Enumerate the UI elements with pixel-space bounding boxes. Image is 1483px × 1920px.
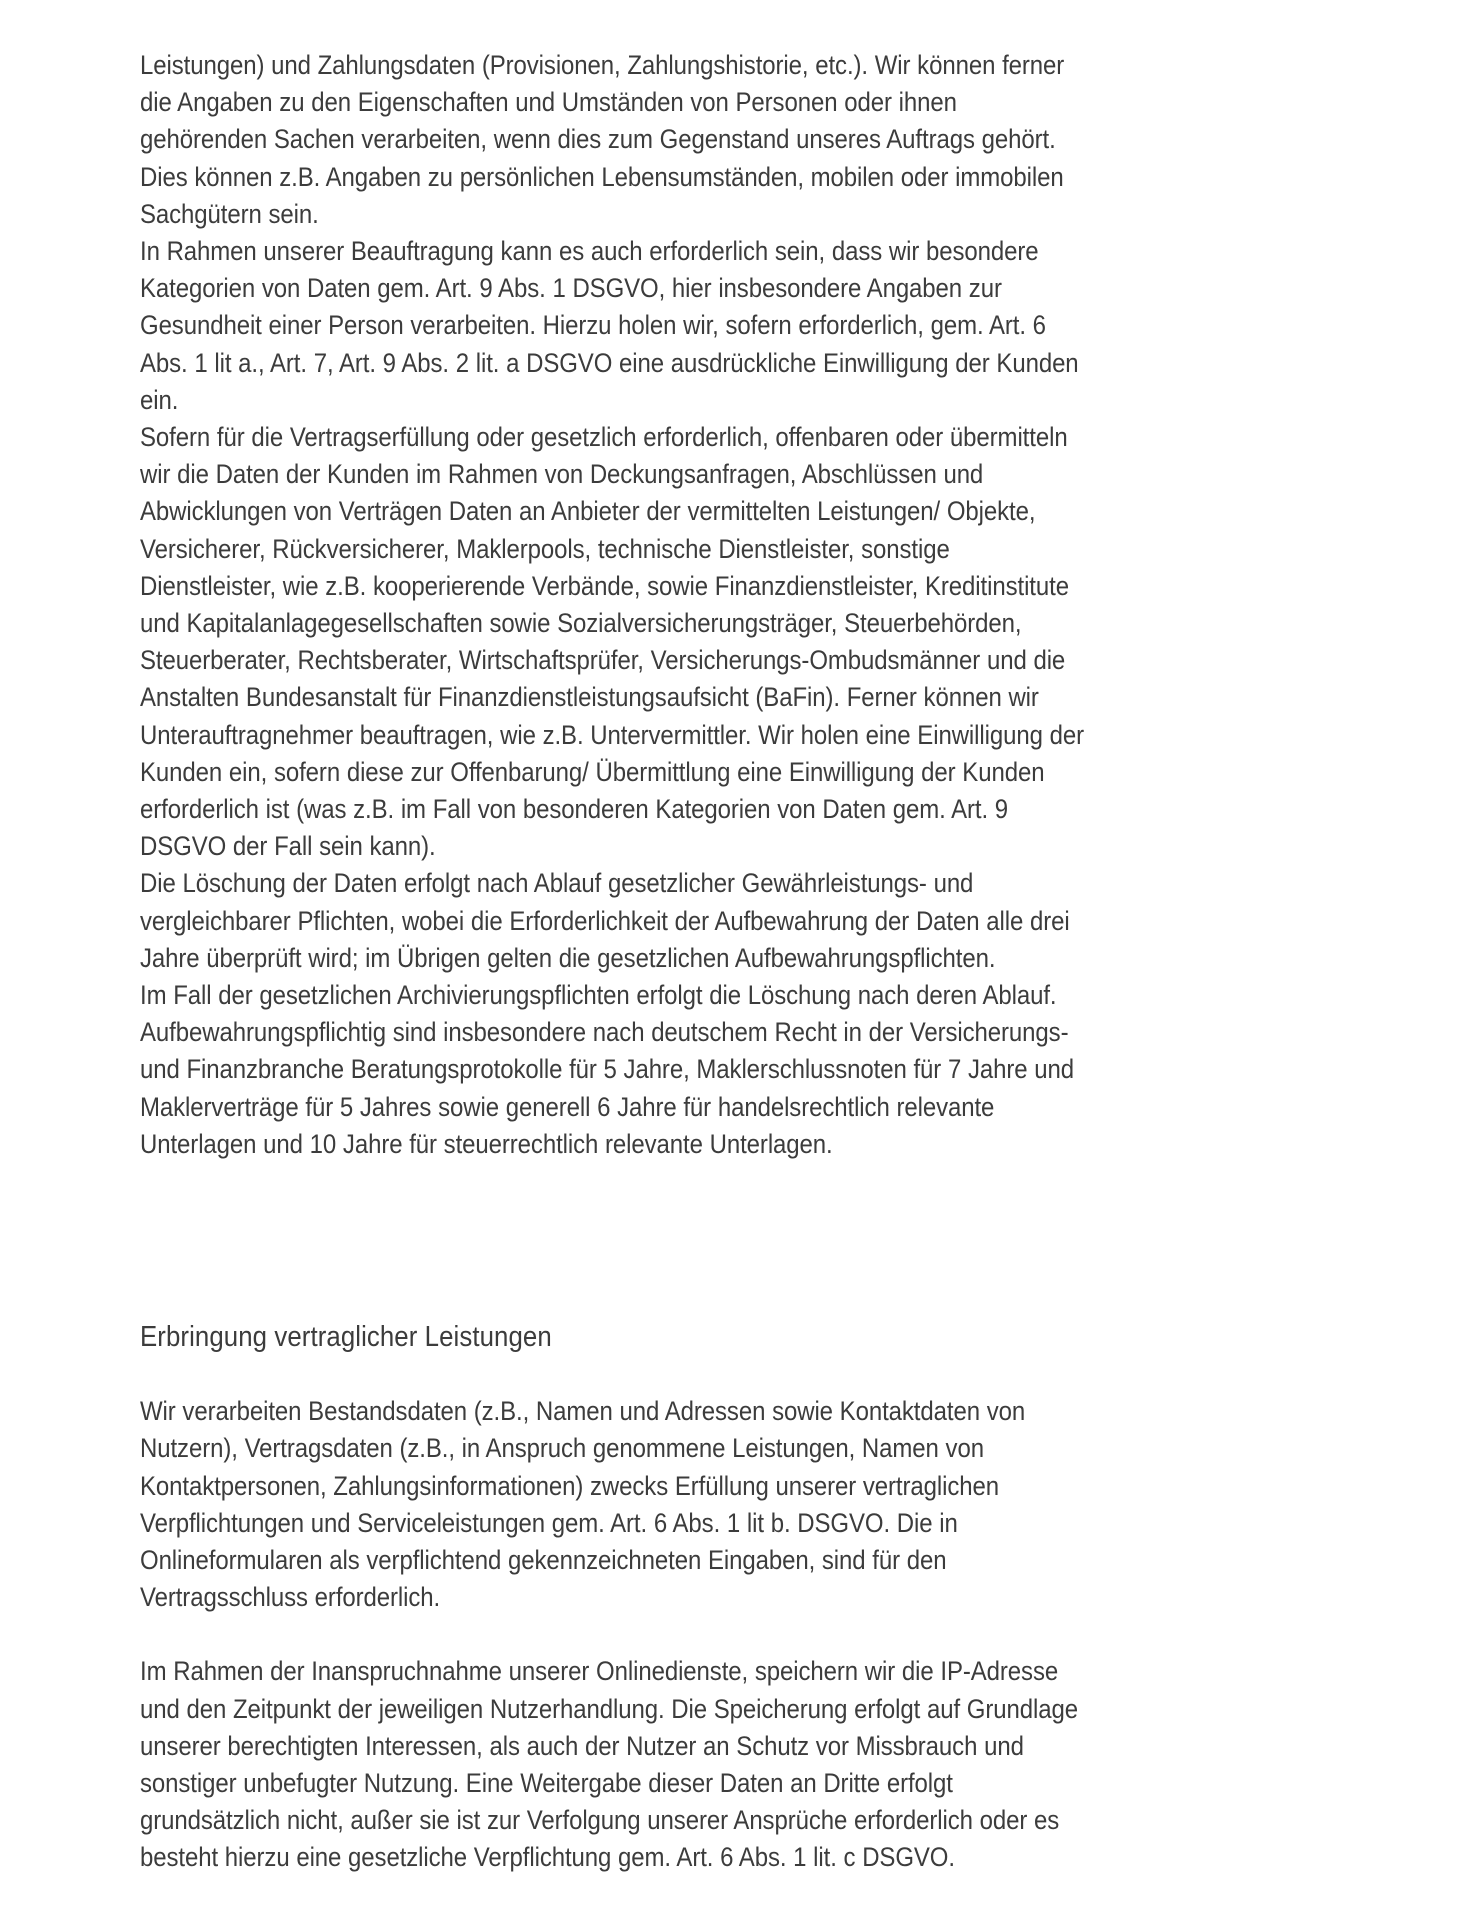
- document-body: [140, 47, 1086, 1877]
- paragraph-leistungen-zahlungsdaten: Leistungen) und Zahlungsdaten (Provisionen, Zahlungshistorie, etc.). Wir können ferner die Angaben zu den Eigenschaften und Umständen von Personen oder ihnen gehörenden Sachen verarbeiten, wenn dies zum Gegenstand unseres Auftrags gehört. Dies können z.B. Angaben zu persönlichen Lebensumständen, mobilen oder immobilen Sachgütern sein.: [140, 50, 1065, 229]
- paragraph-bestandsdaten-vertragsdaten: Wir verarbeiten Bestandsdaten (z.B., Namen und Adressen sowie Kontaktdaten von Nutzern), Vertragsdaten (z.B., in Anspruch genommene Leistungen, Namen von Kontaktpersonen, Zahlungsinformationen) zwecks Erfüllung unserer vertraglichen Verpflichtungen und Serviceleistungen gem. Art. 6 Abs. 1 lit b. DSGVO. Die in Onlineformularen als verpflichtend gekennzeichneten Eingaben, sind für den Vertragsschluss erforderlich.: [140, 1396, 1026, 1613]
- paragraph-offenbarung-uebermittlung: Sofern für die Vertragserfüllung oder gesetzlich erforderlich, offenbaren oder übermitteln wir die Daten der Kunden im Rahmen von Deckungsanfragen, Abschlüssen und Abwicklungen von Verträgen Daten an Anbieter der vermittelten Leistungen/ Objekte, Versicherer, Rückversicherer, Maklerpools, technische Dienstleister, sonstige Dienstleister, wie z.B. kooperierende Verbände, sowie Finanzdienstleister, Kreditinstitute und Kapitalanlagegesellschaften sowie Sozialversicherungsträger, Steuerbehörden, Steuerberater, Rechtsberater, Wirtschaftsprüfer, Versicherungs-Ombudsmänner und die Anstalten Bundesanstalt für Finanzdienstleistungsaufsicht (BaFin). Ferner können wir Unterauftragnehmer beauftragen, wie z.B. Untervermittler. Wir holen eine Einwilligung der Kunden ein, sofern diese zur Offenbarung/ Übermittlung eine Einwilligung der Kunden erforderlich ist (was z.B. im Fall von besonderen Kategorien von Daten gem. Art. 9 DSGVO der Fall sein kann).: [140, 422, 1085, 862]
- paragraph-spacer: [140, 1616, 1086, 1653]
- section-heading-erbringung-vertraglicher-leistungen: Erbringung vertraglicher Leistungen: [140, 1321, 552, 1354]
- paragraph-ip-adresse-speicherung: Im Rahmen der Inanspruchnahme unserer Onlinedienste, speichern wir die IP-Adresse und den Zeitpunkt der jeweiligen Nutzerhandlung. Die Speicherung erfolgt auf Grundlage unserer berechtigten Interessen, als auch der Nutzer an Schutz vor Missbrauch und sonstiger unbefugter Nutzung. Eine Weitergabe dieser Daten an Dritte erfolgt grundsätzlich nicht, außer sie ist zur Verfolgung unserer Ansprüche erforderlich oder es besteht hierzu eine gesetzliche Verpflichtung gem. Art. 6 Abs. 1 lit. c DSGVO.: [140, 1656, 1078, 1873]
- heading-spacer: [140, 1356, 1086, 1393]
- paragraph-besondere-kategorien: In Rahmen unserer Beauftragung kann es auch erforderlich sein, dass wir besondere Kategorien von Daten gem. Art. 9 Abs. 1 DSGVO, hier insbesondere Angaben zur Gesundheit einer Person verarbeiten. Hierzu holen wir, sofern erforderlich, gem. Art. 6 Abs. 1 lit a., Art. 7, Art. 9 Abs. 2 lit. a DSGVO eine ausdrückliche Einwilligung der Kunden ein.: [140, 236, 1079, 415]
- section-spacer-top: [140, 1163, 1086, 1318]
- paragraph-loeschung-der-daten: Die Löschung der Daten erfolgt nach Ablauf gesetzlicher Gewährleistungs- und vergleichbarer Pflichten, wobei die Erforderlichkeit der Aufbewahrung der Daten alle drei Jahre überprüft wird; im Übrigen gelten die gesetzlichen Aufbewahrungspflichten.: [140, 868, 1070, 973]
- paragraph-archivierungspflichten: Im Fall der gesetzlichen Archivierungspflichten erfolgt die Löschung nach deren Ablauf. Aufbewahrungspflichtig sind insbesondere nach deutschem Recht in der Versicherungs- und Finanzbranche Beratungsprotokolle für 5 Jahre, Maklerschlussnoten für 7 Jahre und Maklerverträge für 5 Jahres sowie generell 6 Jahre für handelsrechtlich relevante Unterlagen und 10 Jahre für steuerrechtlich relevante Unterlagen.: [140, 980, 1074, 1159]
